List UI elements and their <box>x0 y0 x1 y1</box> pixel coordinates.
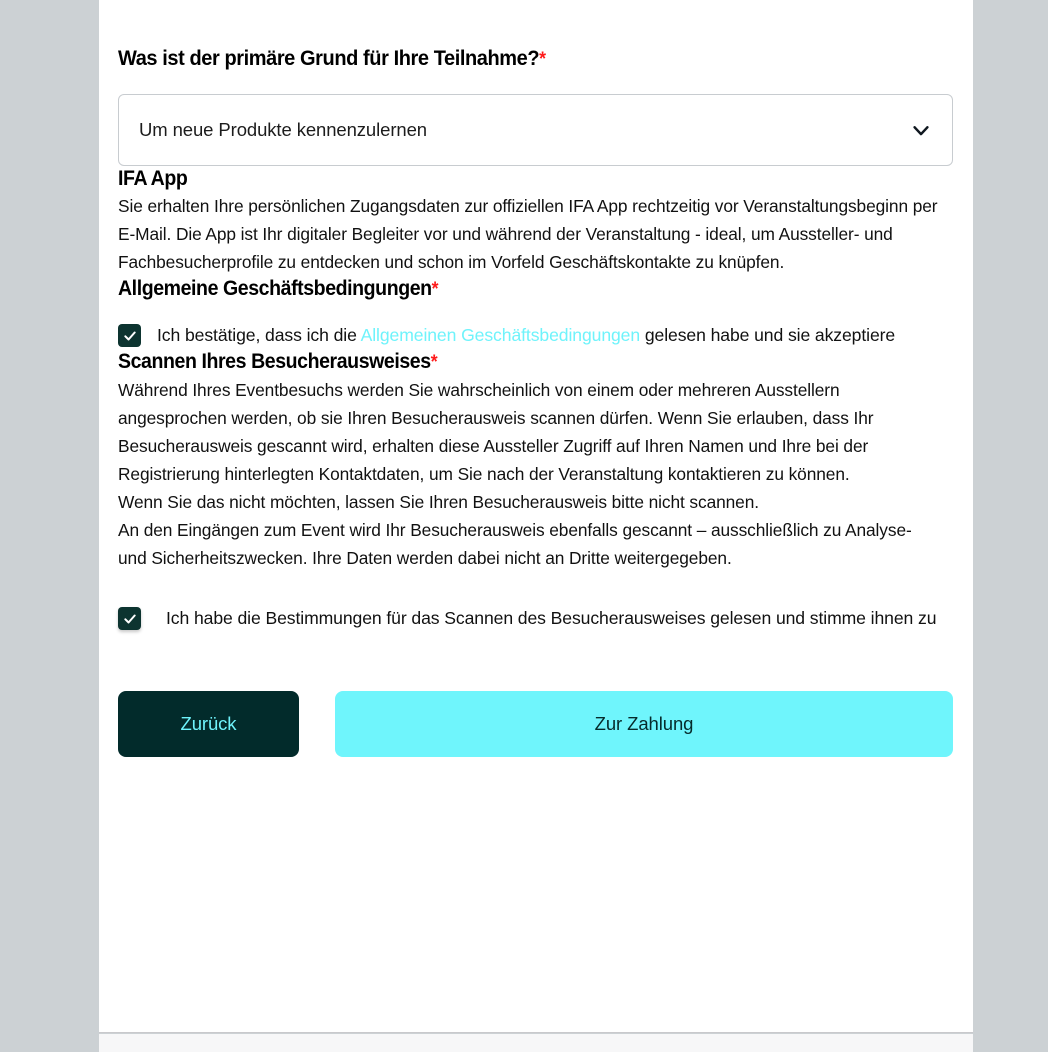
terms-checkbox[interactable] <box>118 324 141 347</box>
chevron-down-icon <box>910 119 932 141</box>
registration-form-card <box>99 0 973 1033</box>
required-marker: * <box>539 49 546 70</box>
back-button[interactable]: Zurück <box>118 691 299 757</box>
terms-checkbox-row <box>118 321 953 349</box>
terms-text-before-link: Ich bestätige, dass ich die <box>157 325 361 345</box>
participation-reason-group <box>118 0 953 73</box>
scanning-heading <box>118 349 895 376</box>
scanning-paragraph-1: Während Ihres Eventbesuchs werden Sie wahrscheinlich von einem oder mehreren Ausstellern angesprochen werden, ob sie Ihren Besucherausweis scannen dürfen. Wenn Sie erlauben, dass Ihr Besucherausweis gescannt wird, erhalten diese Aussteller Zugriff auf Ihren Namen und Ihre bei der Registrierung hinterlegten Kontaktdaten, um Sie nach der Veranstaltung kontaktieren zu können. <box>118 380 874 484</box>
scanning-checkbox[interactable] <box>118 607 141 630</box>
terms-text-after-link: gelesen habe und sie akzeptiere <box>640 325 896 345</box>
terms-heading-text: Allgemeine Geschäftsbedingungen <box>118 277 432 300</box>
participation-reason-select[interactable] <box>118 94 953 166</box>
form-actions <box>118 691 953 757</box>
footer-strip <box>99 1034 973 1052</box>
scanning-paragraph-2: Wenn Sie das nicht möchten, lassen Sie Ihren Besucherausweis bitte nicht scannen. <box>118 492 759 512</box>
ifa-app-paragraph: Sie erhalten Ihre persönlichen Zugangsdaten zur offiziellen IFA App rechtzeitig vor Veranstaltungsbeginn per E-Mail. Die App ist Ihr digitaler Begleiter vor und während der Veranstaltung - ideal, um Aussteller- und Fachbesucherprofile zu entdecken und schon im Vorfeld Geschäftskontakte zu knüpfen. <box>118 196 938 272</box>
scanning-heading-text: Scannen Ihres Besucherausweises <box>118 350 431 373</box>
terms-and-conditions-link[interactable]: Allgemeinen Geschäftsbedingungen <box>360 325 641 345</box>
scanning-checkbox-row <box>118 604 953 632</box>
required-marker: * <box>431 279 439 300</box>
required-marker: * <box>430 352 438 373</box>
scanning-paragraph-3: An den Eingängen zum Event wird Ihr Besucherausweis ebenfalls gescannt – ausschließlich zu Analyse- und Sicherheitszwecken. Ihre Daten werden dabei nicht an Dritte weitergegeben. <box>118 520 912 568</box>
terms-heading <box>118 276 895 303</box>
ifa-app-heading: IFA App <box>118 167 188 190</box>
scanning-checkbox-label: Ich habe die Bestimmungen für das Scannen des Besucherausweises gelesen und stimme ihnen zu <box>166 608 937 628</box>
checkmark-icon <box>123 329 137 343</box>
participation-reason-label <box>118 45 895 73</box>
proceed-to-payment-button[interactable]: Zur Zahlung <box>335 691 953 757</box>
participation-reason-label-text: Was ist der primäre Grund für Ihre Teilnahme? <box>118 46 540 70</box>
participation-reason-selected-value: Um neue Produkte kennenzulernen <box>139 119 427 140</box>
terms-checkbox-label <box>157 321 895 349</box>
checkmark-icon <box>123 612 137 626</box>
